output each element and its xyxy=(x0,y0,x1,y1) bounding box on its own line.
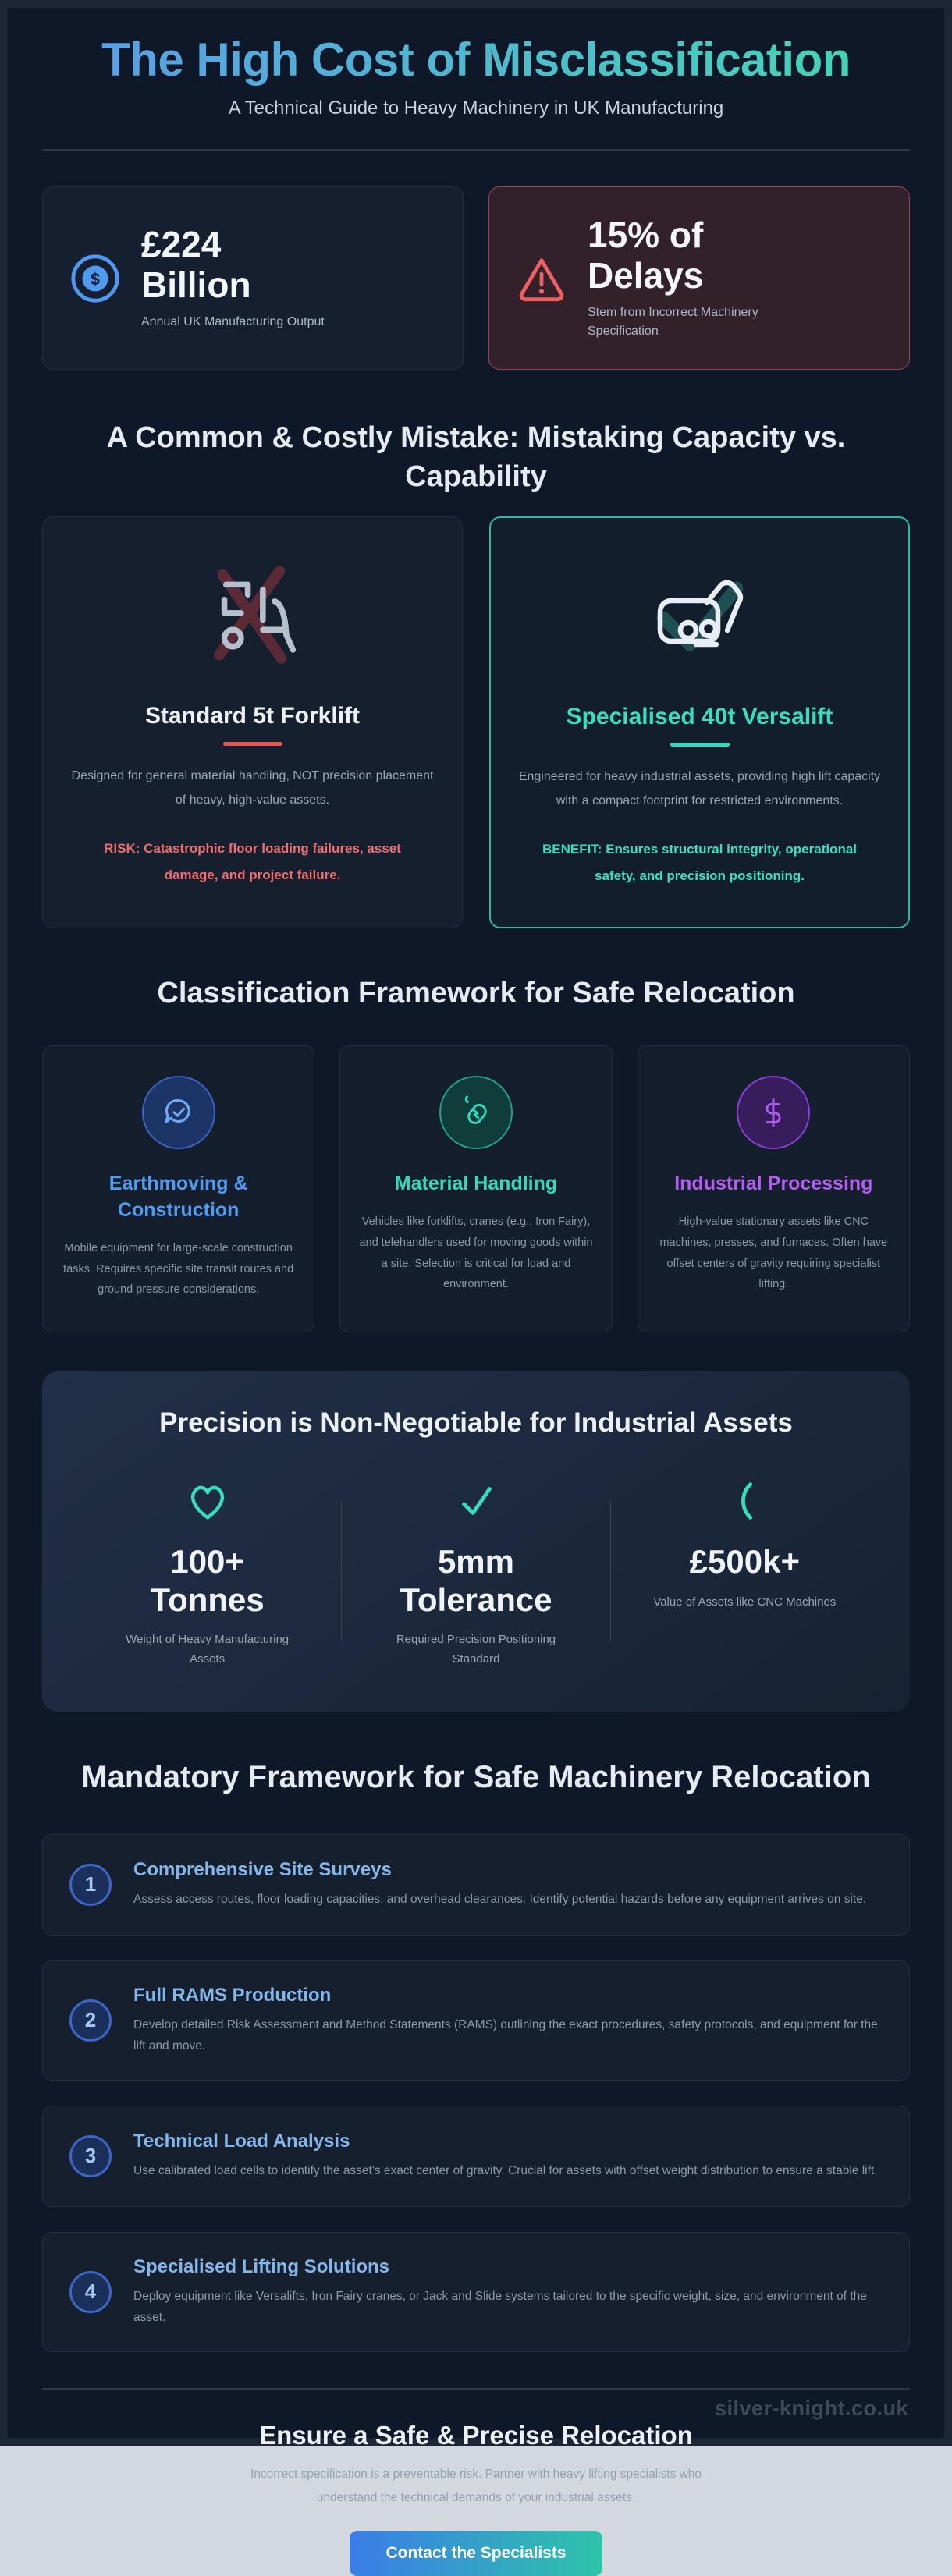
page-subtitle: A Technical Guide to Heavy Machinery in UK Manufacturing xyxy=(228,98,724,119)
class-card-title: Material Handling xyxy=(394,1173,558,1195)
versalift-check-icon xyxy=(517,549,882,682)
stat-value: 15% of Delays xyxy=(588,215,704,296)
precision-stat-value: 5mm Tolerance xyxy=(400,1543,552,1618)
step-card-load-analysis xyxy=(42,2106,910,2207)
check-icon xyxy=(452,1473,500,1529)
step-description: Develop detailed Risk Assessment and Method Statements (RAMS) outlining the exact procedures, safety protocols, and equipment for the lift and move. xyxy=(133,2017,878,2053)
framework-section-heading: Mandatory Framework for Safe Machinery Relocation xyxy=(81,1759,871,1794)
dollar-icon xyxy=(737,1076,810,1149)
precision-banner xyxy=(42,1371,910,1712)
benefit-callout: BENEFIT: Ensures structural integrity, operational safety, and precision positioning. xyxy=(542,842,858,884)
step-card-rams xyxy=(42,1960,910,2081)
stat-label: Stem from Incorrect Machinery Specification xyxy=(588,306,758,339)
footer-heading: Ensure a Safe & Precise Relocation xyxy=(259,2421,693,2450)
framework-steps xyxy=(42,1834,910,2353)
step-text xyxy=(133,2131,878,2181)
classification-row xyxy=(42,1045,910,1332)
step-card-lifting-solutions xyxy=(42,2232,910,2352)
step-number-badge: 3 xyxy=(69,2135,112,2177)
class-card-description: Mobile equipment for large-scale construction tasks. Requires specific site transit routes and ground pressure considerations. xyxy=(63,1241,294,1297)
stat-label: Annual UK Manufacturing Output xyxy=(141,315,325,329)
teal-underline-bar xyxy=(670,743,730,747)
class-card-material-handling xyxy=(339,1045,612,1332)
step-description: Deploy equipment like Versalifts, Iron Fairy cranes, or Jack and Slide systems tailored to the specific weight, size, and environment of the asset. xyxy=(133,2289,867,2324)
precision-stat-tolerance xyxy=(342,1473,609,1669)
page-title: The High Cost of Misclassification xyxy=(42,33,910,87)
precision-stat-value-assets xyxy=(611,1473,879,1669)
precision-stat-label: Value of Assets like CNC Machines xyxy=(653,1595,837,1609)
step-text xyxy=(133,1859,866,1910)
risk-callout: RISK: Catastrophic floor loading failures, asset damage, and project failure. xyxy=(104,841,401,883)
class-card-earthmoving xyxy=(42,1045,314,1332)
footer-description: Incorrect specification is a preventable risk. Partner with heavy lifting specialists who understand the technical demands of your industrial assets. xyxy=(250,2468,702,2504)
chat-check-icon xyxy=(142,1076,215,1149)
step-number-badge: 2 xyxy=(69,1999,112,2042)
contact-specialists-button[interactable]: Contact the Specialists xyxy=(350,2531,602,2576)
precision-stat-label: Weight of Heavy Manufacturing Assets xyxy=(126,1632,290,1666)
comparison-row xyxy=(42,516,910,928)
compare-card-title: Specialised 40t Versalift xyxy=(566,704,833,730)
step-title: Technical Load Analysis xyxy=(133,2131,350,2152)
class-card-title: Industrial Processing xyxy=(674,1173,873,1195)
class-card-industrial-processing xyxy=(638,1045,910,1332)
step-text xyxy=(133,1985,883,2056)
top-stats-row xyxy=(42,186,910,370)
precision-stat-value: 100+ Tonnes xyxy=(150,1543,265,1618)
precision-stat-tonnes xyxy=(73,1473,341,1669)
watermark: silver-knight.co.uk xyxy=(714,2397,908,2420)
forklift-risk-card xyxy=(42,516,463,928)
header xyxy=(42,8,910,151)
forklift-crossed-icon xyxy=(69,548,435,681)
grab-handler-icon xyxy=(439,1076,513,1149)
heart-icon xyxy=(183,1473,232,1529)
mistake-section-heading: A Common & Costly Mistake: Mistaking Capacity vs. Capability xyxy=(106,421,846,494)
precision-stat-value: £500k+ xyxy=(689,1543,800,1581)
versalift-benefit-card xyxy=(489,516,910,928)
class-card-description: High-value stationary assets like CNC machines, presses, and furnaces. Often have offset centers of gravity requiring specialist lifting. xyxy=(659,1215,888,1291)
stat-text xyxy=(588,215,822,341)
step-description: Assess access routes, floor loading capacities, and overhead clearances. Identify potential hazards before any equipment arrives on site. xyxy=(133,1893,867,1907)
step-title: Specialised Lifting Solutions xyxy=(133,2255,390,2277)
header-divider xyxy=(42,149,910,151)
content xyxy=(8,8,944,2576)
red-underline-bar xyxy=(223,742,282,746)
step-title: Comprehensive Site Surveys xyxy=(133,1859,392,1881)
step-number-badge: 4 xyxy=(69,2271,112,2313)
step-description: Use calibrated load cells to identify the asset's exact center of gravity. Crucial for assets with offset weight distribution to ensure a stable lift. xyxy=(133,2164,878,2178)
precision-heading: Precision is Non-Negotiable for Industrial Assets xyxy=(159,1407,793,1439)
stat-value: £224 Billion xyxy=(141,224,251,305)
svg-text:$: $ xyxy=(91,269,100,289)
class-card-title: Earthmoving & Construction xyxy=(108,1173,248,1222)
step-title: Full RAMS Production xyxy=(133,1984,332,2006)
pound-coin-icon xyxy=(69,253,121,304)
stat-text xyxy=(141,225,336,332)
warning-triangle-icon xyxy=(516,253,567,304)
compare-card-title: Standard 5t Forklift xyxy=(144,703,361,729)
class-card-description: Vehicles like forklifts, cranes (e.g., Iron Fairy), and telehandlers used for moving goods within a site. Selection is critical for load and environment. xyxy=(359,1215,593,1291)
stat-card-output xyxy=(42,186,464,370)
precision-stat-label: Required Precision Positioning Standard xyxy=(396,1632,556,1666)
step-text xyxy=(133,2256,883,2328)
stat-card-delays xyxy=(488,186,910,370)
step-card-site-surveys xyxy=(42,1834,910,1936)
precision-stats-row xyxy=(73,1473,879,1669)
step-number-badge: 1 xyxy=(69,1864,112,1906)
compare-card-description: Designed for general material handling, NOT precision placement of heavy, high-value assets. xyxy=(71,769,434,807)
bracket-icon xyxy=(720,1473,769,1529)
compare-card-description: Engineered for heavy industrial assets, providing high lift capacity with a compact footprint for restricted environments. xyxy=(518,770,881,807)
classification-section-heading: Classification Framework for Safe Relocation xyxy=(157,977,795,1010)
